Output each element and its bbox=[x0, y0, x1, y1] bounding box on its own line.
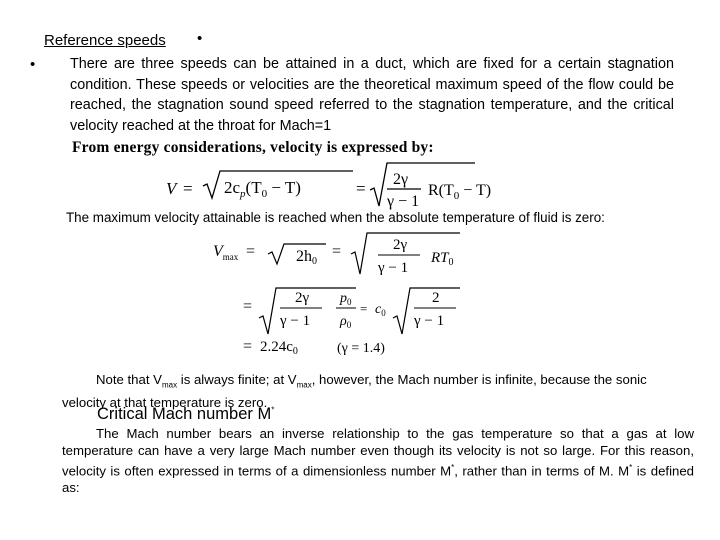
energy-considerations-line: From energy considerations, velocity is expressed by: bbox=[72, 139, 434, 156]
max-velocity-line: The maximum velocity attainable is reached when the absolute temperature of fluid is zero: bbox=[66, 210, 605, 225]
vmax-lhs-sub: max bbox=[222, 252, 239, 262]
eq-v-rest: − T) bbox=[267, 178, 301, 197]
vmax-num2: 2γ bbox=[295, 290, 310, 306]
vmax-c0: c bbox=[375, 302, 382, 317]
vmax-rho0-sub: 0 bbox=[346, 320, 352, 330]
svg-text:p0 bbox=[339, 291, 352, 307]
mach-relationship-paragraph: The Mach number bears an inverse relationship to the gas temperature so that a gas at low temperature can have a very large Mach number even though its velocity is not so large. For this reason, velocity is often expressed in terms of a dimensionless number M*, rather than in terms of M. M* is defined as: bbox=[62, 426, 694, 496]
vmax-result-sub: 0 bbox=[292, 346, 298, 357]
section-heading: Reference speeds bbox=[44, 32, 166, 49]
vmax-rho0: ρ bbox=[340, 314, 347, 329]
svg-text:Vmax bbox=[213, 243, 239, 262]
vmax-condition: (γ = 1.4) bbox=[337, 341, 385, 356]
vmax-2h-sub: 0 bbox=[312, 256, 317, 267]
heading-bullet: • bbox=[197, 30, 203, 47]
eq-v-r-rest: − T) bbox=[459, 182, 492, 199]
vmax-equals1: = bbox=[246, 243, 256, 260]
eq-v-r: R(T bbox=[428, 182, 454, 199]
vmax-den1: γ − 1 bbox=[378, 260, 409, 276]
intro-paragraph: There are three speeds can be attained in a duct, which are fixed for a certain stagnation condition. These speeds or velocities are the theoretical maximum speed of the flow could be reached, the stagnation sound speed referred to the stagnation temperature, and the critical velocity reached at the throat for Mach=1 bbox=[70, 56, 674, 134]
svg-text:ρ0 bbox=[339, 314, 352, 330]
eq-v-2c: 2c bbox=[224, 178, 241, 197]
vmax-lhs: V bbox=[213, 243, 223, 260]
eq-v-equals2: = bbox=[356, 179, 366, 198]
vmax-equals2: = bbox=[332, 243, 342, 260]
paragraph-bullet: • bbox=[30, 56, 36, 73]
eq-v-paren: (T bbox=[245, 178, 262, 197]
eq-v-equals: = bbox=[183, 179, 193, 198]
svg-text:RT0 bbox=[430, 250, 454, 268]
eq-v-num: 2γ bbox=[393, 171, 409, 188]
vmax-num3: 2 bbox=[432, 290, 440, 306]
vmax-result: 2.24c bbox=[260, 339, 293, 355]
vmax-equals3: = bbox=[243, 298, 253, 315]
vmax-rt-sub: 0 bbox=[448, 257, 454, 268]
vmax-p0: p bbox=[340, 291, 347, 306]
vmax-num1: 2γ bbox=[393, 237, 408, 253]
svg-text:2.24c0 bbox=[260, 339, 298, 357]
eq-v-den: γ − 1 bbox=[387, 193, 420, 210]
vmax-equals5: = bbox=[243, 338, 253, 355]
svg-text:c0 bbox=[375, 302, 386, 318]
critical-mach-heading: Critical Mach number M* bbox=[97, 405, 275, 423]
eq-v-zero-sub: 0 bbox=[261, 188, 268, 200]
eq-v-p-sub: p bbox=[240, 188, 246, 200]
svg-text:2h0 bbox=[296, 248, 317, 267]
vmax-2h: 2h bbox=[296, 248, 312, 265]
vmax-rt: RT bbox=[431, 250, 449, 266]
vmax-den2: γ − 1 bbox=[280, 313, 311, 329]
vmax-c0-sub: 0 bbox=[381, 308, 386, 318]
vmax-p0-sub: 0 bbox=[347, 297, 352, 307]
note-paragraph: Note that $V_{max}$ is always finite; at $V_{max}$, however, the Mach number is infinite, because the sonic velocity at that temperature is zero. bbox=[62, 372, 647, 410]
vmax-den3: γ − 1 bbox=[414, 313, 445, 329]
eq-v-r-zero: 0 bbox=[453, 190, 460, 202]
vmax-equals4: = bbox=[360, 301, 368, 316]
eq-v-lhs: V bbox=[166, 179, 177, 198]
